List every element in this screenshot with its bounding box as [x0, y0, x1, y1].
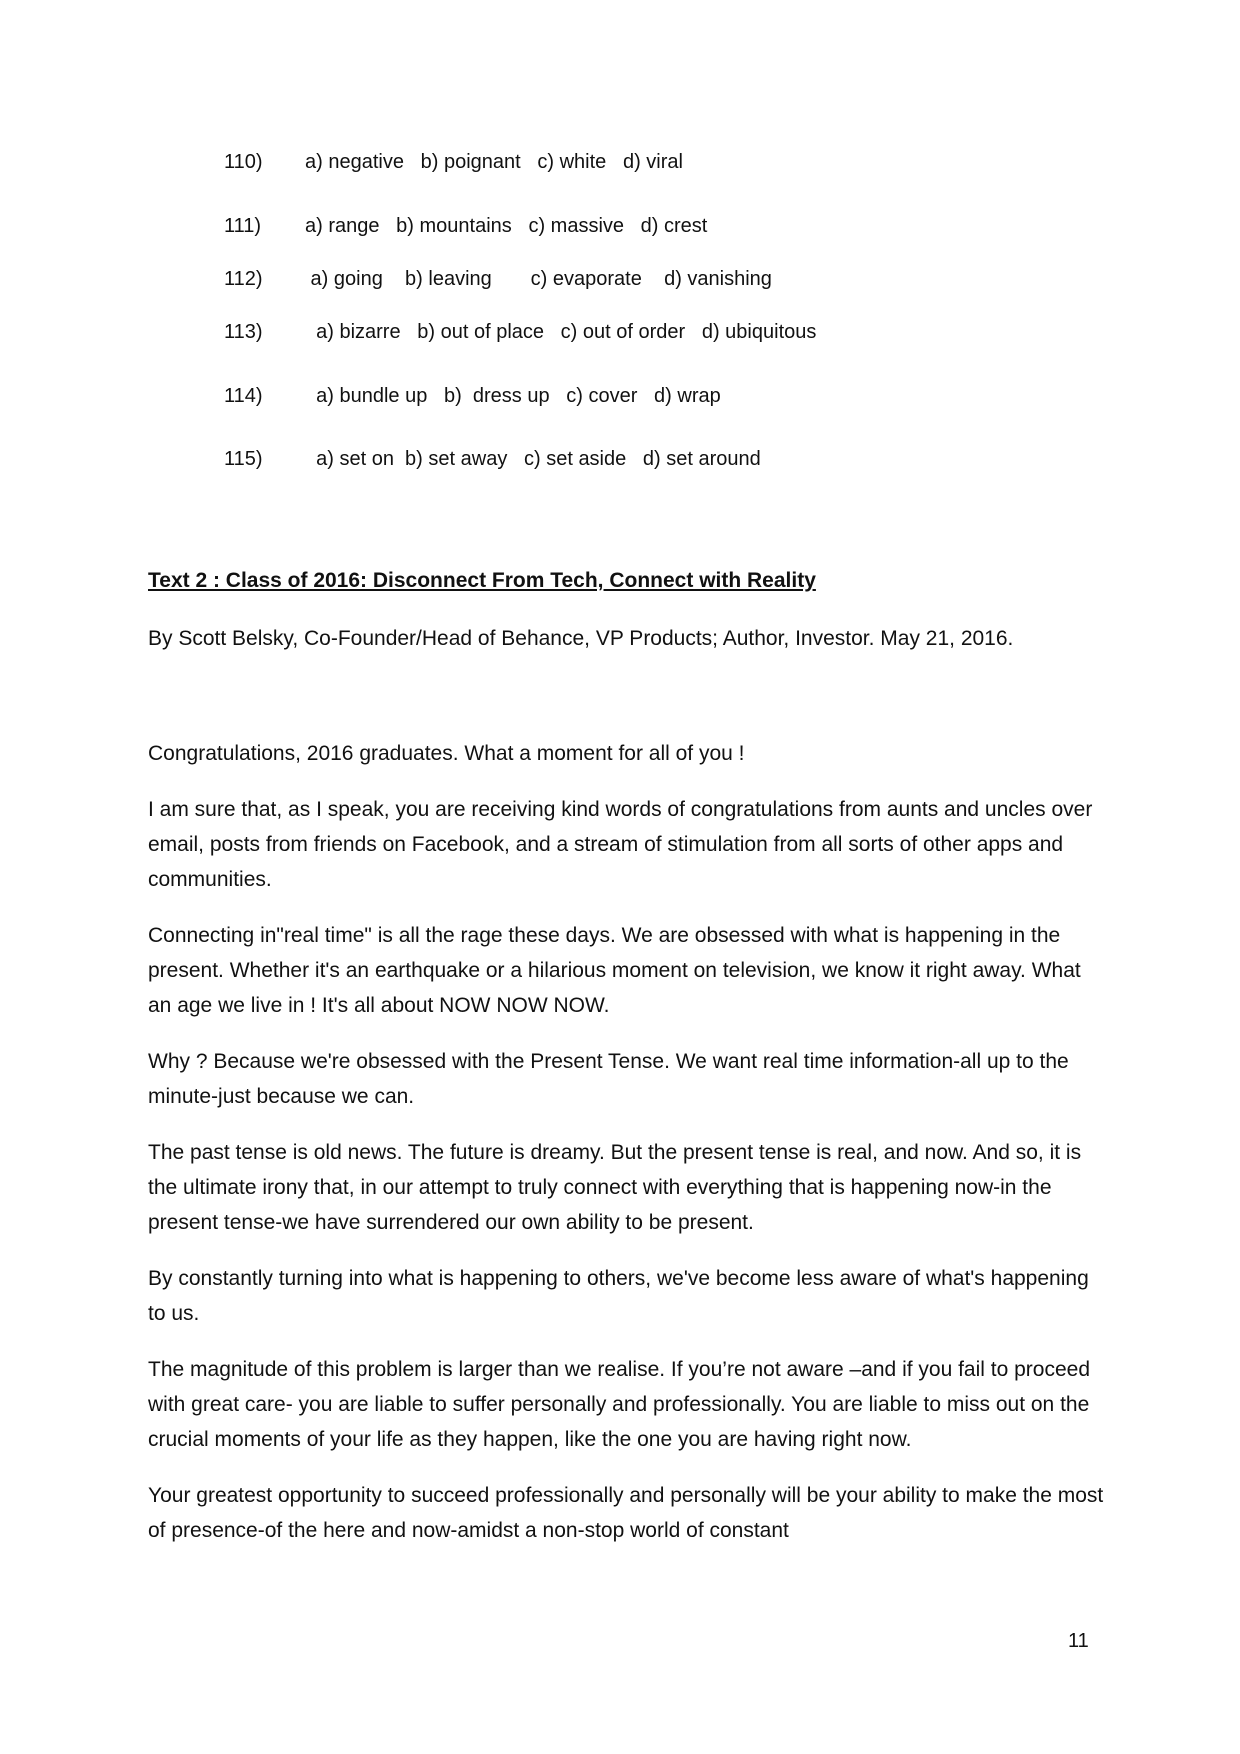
paragraph: Your greatest opportunity to succeed professionally and personally will be your ability to make the most of presence-of the here and now-amidst a non-stop world of constant	[148, 1484, 1104, 1542]
question-row-111	[224, 214, 707, 238]
byline: By Scott Belsky, Co-Founder/Head of Behance, VP Products; Author, Investor. May 21, 2016.	[148, 627, 1014, 650]
question-row-112	[224, 267, 772, 291]
question-row-114	[224, 384, 721, 408]
question-options: a) negative b) poignant c) white d) viral	[305, 151, 683, 173]
question-number: 111)	[224, 215, 262, 237]
paragraph: The past tense is old news. The future is dreamy. But the present tense is real, and now. And so, it is the ultimate irony that, in our attempt to truly connect with everything that is happening now-in the present tense-we have surrendered our own ability to be present.	[148, 1141, 1082, 1234]
paragraph: The magnitude of this problem is larger than we realise. If you’re not aware –and if you fail to proceed with great care- you are liable to suffer personally and professionally. You are liable to miss out on the crucial moments of your life as they happen, like the one you are having right now.	[148, 1358, 1091, 1451]
question-number: 113)	[224, 321, 263, 343]
section-title: Text 2 : Class of 2016: Disconnect From Tech, Connect with Reality	[148, 569, 816, 592]
question-number: 110)	[224, 151, 263, 173]
paragraph: Congratulations, 2016 graduates. What a moment for all of you !	[148, 742, 745, 765]
question-options: a) range b) mountains c) massive d) crest	[305, 215, 708, 237]
question-options: a) going b) leaving c) evaporate d) vanishing	[305, 268, 772, 290]
question-options: a) bundle up b) dress up c) cover d) wrap	[305, 385, 721, 407]
question-options: a) set on b) set away c) set aside d) set around	[305, 448, 761, 470]
paragraph: I am sure that, as I speak, you are receiving kind words of congratulations from aunts and uncles over email, posts from friends on Facebook, and a stream of stimulation from all sorts of other apps and communities.	[148, 798, 1093, 891]
question-number: 112)	[224, 268, 263, 290]
paragraph: By constantly turning into what is happening to others, we've become less aware of what's happening to us.	[148, 1267, 1089, 1325]
question-number: 114)	[224, 385, 263, 407]
question-row-110	[224, 150, 683, 174]
question-row-115	[224, 447, 761, 471]
paragraph: Why ? Because we're obsessed with the Present Tense. We want real time information-all up to the minute-just because we can.	[148, 1050, 1069, 1108]
question-options: a) bizarre b) out of place c) out of order d) ubiquitous	[305, 321, 817, 343]
question-number: 115)	[224, 448, 263, 470]
paragraph: Connecting in"real time" is all the rage these days. We are obsessed with what is happening in the present. Whether it's an earthquake or a hilarious moment on television, we know it right away. What an age we live in ! It's all about NOW NOW NOW.	[148, 924, 1081, 1017]
article-body	[148, 736, 1108, 1569]
question-row-113	[224, 320, 816, 344]
page-number: 11	[1068, 1630, 1089, 1652]
